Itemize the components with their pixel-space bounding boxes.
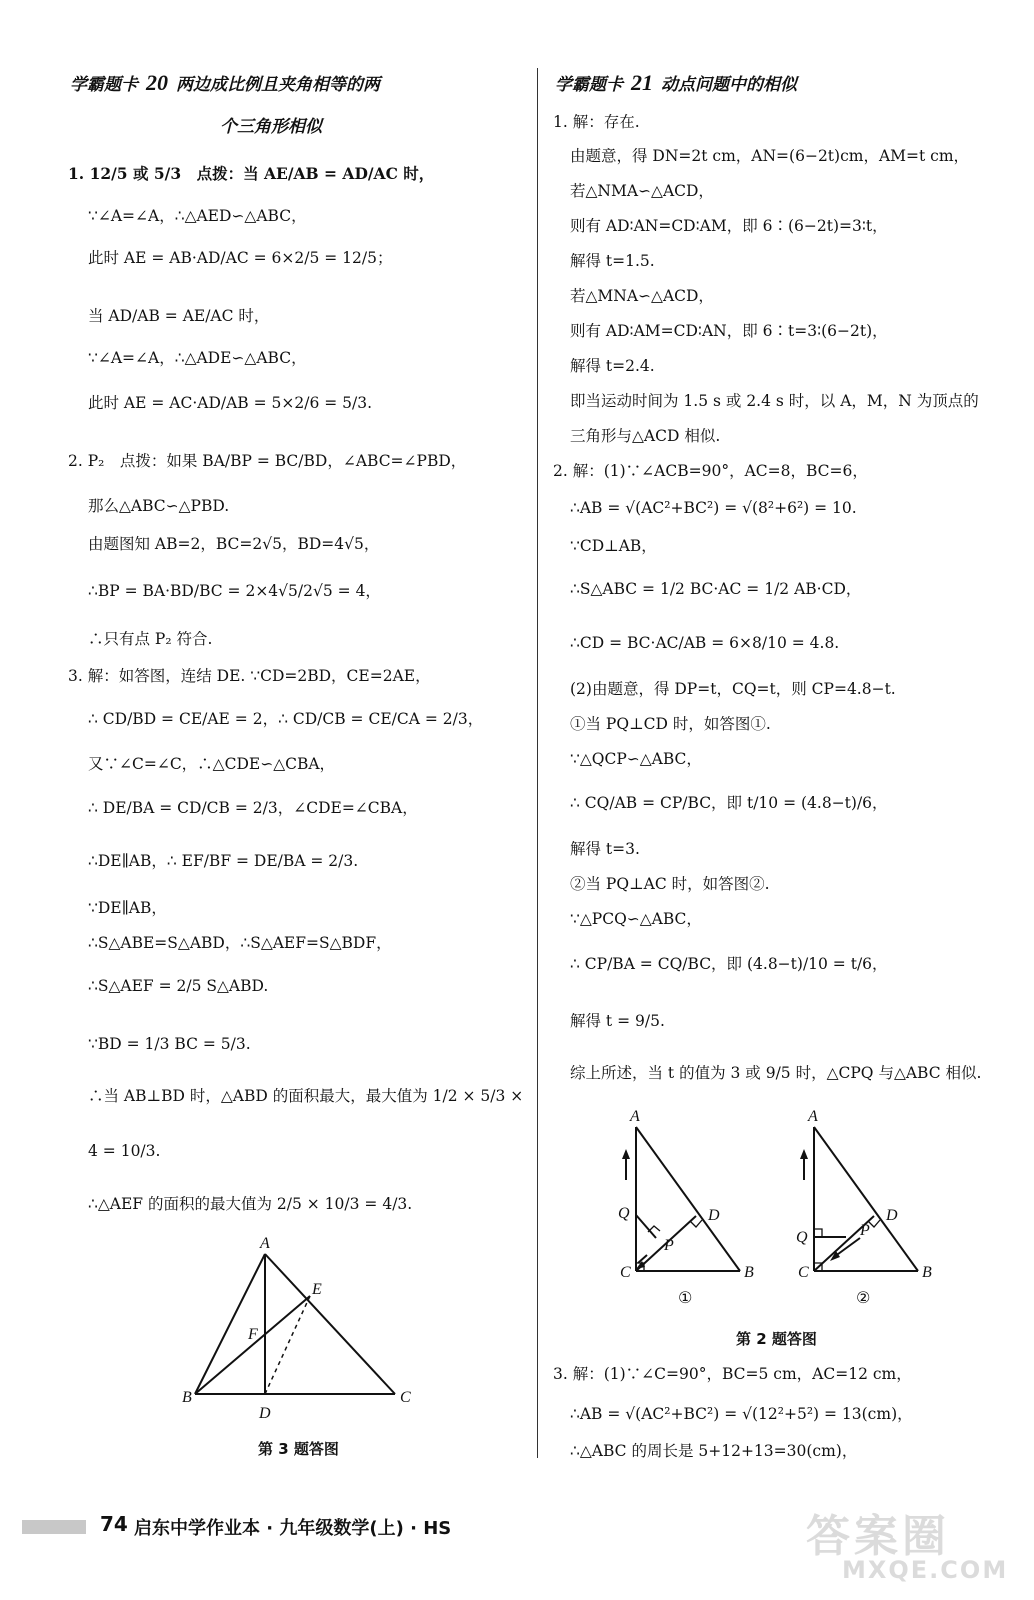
right-line-1: 1. 解：存在. bbox=[553, 113, 640, 131]
left-line-17: ∵DE∥AB， bbox=[88, 899, 167, 917]
left-line-20: ∵BD = 1/3 BC = 5/3. bbox=[88, 1035, 251, 1053]
fig3-label-a: A bbox=[260, 1236, 270, 1252]
fig2a-label-a: A bbox=[630, 1108, 640, 1125]
right-line-21: ②当 PQ⊥AC 时，如答图②. bbox=[570, 875, 770, 893]
fig2b-number: ② bbox=[856, 1288, 871, 1307]
watermark-url: MXQE.COM bbox=[842, 1556, 1009, 1584]
column-divider bbox=[537, 68, 538, 1458]
book-title: 启东中学作业本 · 九年级数学(上) · HS bbox=[134, 1518, 452, 1539]
fig2a-label-c: C bbox=[620, 1264, 631, 1281]
left-line-9: 由题图知 AB=2，BC=2√5，BD=4√5， bbox=[88, 535, 380, 553]
right-line-18: ∵△QCP∽△ABC， bbox=[570, 750, 702, 768]
left-line-21: ∴当 AB⊥BD 时，△ABD 的面积最大，最大值为 1/2 × 5/3 × bbox=[88, 1087, 524, 1105]
left-line-6: 此时 AE = AC·AD/AB = 5×2/6 = 5/3. bbox=[88, 394, 373, 412]
right-line-11: 2. 解：(1)∵∠ACB=90°，AC=8，BC=6， bbox=[553, 462, 868, 480]
fig2a-label-q: Q bbox=[618, 1205, 630, 1222]
footer-bar bbox=[22, 1520, 86, 1534]
left-card-title: 学霸题卡 20 两边成比例且夹角相等的两 bbox=[70, 70, 380, 95]
right-line-15: ∴CD = BC·AC/AB = 6×8/10 = 4.8. bbox=[570, 634, 840, 652]
left-line-13: ∴ CD/BD = CE/AE = 2，∴ CD/CB = CE/CA = 2/3， bbox=[88, 710, 484, 728]
right-line-29: ∴△ABC 的周长是 5+12+13=30(cm)， bbox=[570, 1442, 858, 1460]
right-line-16: (2)由题意，得 DP=t，CQ=t，则 CP=4.8−t. bbox=[570, 680, 896, 698]
fig2a-label-p: P bbox=[664, 1237, 674, 1254]
watermark bbox=[806, 1500, 1016, 1590]
right-line-22: ∵△PCQ∽△ABC， bbox=[570, 910, 702, 928]
fig2b-label-a: A bbox=[808, 1108, 818, 1125]
fig2b-label-q: Q bbox=[796, 1229, 808, 1246]
left-line-16: ∴DE∥AB，∴ EF/BF = DE/BA = 2/3. bbox=[88, 852, 359, 870]
watermark-main: 答案圈 bbox=[806, 1511, 950, 1562]
left-line-22: 4 = 10/3. bbox=[88, 1142, 161, 1160]
right-line-12: ∴AB = √(AC²+BC²) = √(8²+6²) = 10. bbox=[570, 499, 857, 517]
right-line-24: 解得 t = 9/5. bbox=[570, 1012, 665, 1030]
left-line-11: ∴只有点 P₂ 符合. bbox=[88, 630, 213, 648]
fig3-label-e: E bbox=[312, 1281, 322, 1298]
fig2a-number: ① bbox=[678, 1288, 693, 1307]
right-card-title: 学霸题卡 21 动点问题中的相似 bbox=[555, 70, 797, 95]
left-line-5: ∵∠A=∠A，∴△ADE∽△ABC， bbox=[88, 349, 307, 367]
fig2a-label-d: D bbox=[708, 1207, 720, 1224]
right-line-7: 则有 AD∶AM=CD∶AN，即 6∶t=3∶(6−2t)， bbox=[570, 322, 888, 340]
left-line-1: 1. 12/5 或 5/3 点拨：当 AE/AB = AD/AC 时， bbox=[68, 164, 435, 183]
left-line-2: ∵∠A=∠A，∴△AED∽△ABC， bbox=[88, 207, 307, 225]
right-line-17: ①当 PQ⊥CD 时，如答图①. bbox=[570, 715, 771, 733]
right-line-8: 解得 t=2.4. bbox=[570, 357, 655, 375]
right-line-27: 3. 解：(1)∵∠C=90°，BC=5 cm，AC=12 cm， bbox=[553, 1365, 912, 1383]
left-line-19: ∴S△AEF = 2/5 S△ABD. bbox=[88, 977, 269, 995]
right-line-4: 则有 AD∶AN=CD∶AM，即 6∶(6−2t)=3∶t， bbox=[570, 217, 888, 235]
left-card-title-line2: 个三角形相似 bbox=[220, 117, 322, 137]
fig2a-label-b: B bbox=[744, 1264, 754, 1281]
right-figure-1 bbox=[612, 1105, 772, 1310]
fig2b-label-d: D bbox=[886, 1207, 898, 1224]
left-line-18: ∴S△ABE=S△ABD，∴S△AEF=S△BDF， bbox=[88, 934, 392, 952]
left-line-8: 那么△ABC∽△PBD. bbox=[88, 497, 230, 515]
right-line-5: 解得 t=1.5. bbox=[570, 252, 655, 270]
left-line-3: 此时 AE = AB·AD/AC = 6×2/5 = 12/5； bbox=[88, 249, 393, 267]
right-line-20: 解得 t=3. bbox=[570, 840, 640, 858]
right-line-10: 三角形与△ACD 相似. bbox=[570, 427, 721, 445]
right-line-2: 由题意，得 DN=2t cm，AN=(6−2t)cm，AM=t cm， bbox=[570, 147, 970, 165]
right-line-28: ∴AB = √(AC²+BC²) = √(12²+5²) = 13(cm)， bbox=[570, 1405, 913, 1423]
right-line-23: ∴ CP/BA = CQ/BC，即 (4.8−t)/10 = t/6， bbox=[570, 955, 888, 973]
right-line-6: 若△MNA∽△ACD， bbox=[570, 287, 714, 305]
right-figure-2 bbox=[790, 1105, 950, 1310]
fig3-label-c: C bbox=[400, 1389, 411, 1406]
right-line-9: 即当运动时间为 1.5 s 或 2.4 s 时，以 A，M，N 为顶点的 bbox=[570, 392, 979, 410]
page-number: 74 bbox=[100, 1512, 128, 1536]
left-line-10: ∴BP = BA·BD/BC = 2×4√5/2√5 = 4， bbox=[88, 582, 381, 600]
fig2b-label-p: P bbox=[860, 1222, 870, 1239]
fig2b-label-b: B bbox=[922, 1264, 932, 1281]
right-line-19: ∴ CQ/AB = CP/BC，即 t/10 = (4.8−t)/6， bbox=[570, 794, 888, 812]
left-figure-triangle bbox=[170, 1236, 430, 1426]
left-line-12: 3. 解：如答图，连结 DE. ∵CD=2BD，CE=2AE， bbox=[68, 667, 431, 685]
fig2b-label-c: C bbox=[798, 1264, 809, 1281]
right-figure-caption: 第 2 题答图 bbox=[736, 1330, 817, 1348]
right-line-13: ∵CD⊥AB， bbox=[570, 537, 657, 555]
fig3-label-d: D bbox=[259, 1405, 271, 1422]
right-line-14: ∴S△ABC = 1/2 BC·AC = 1/2 AB·CD， bbox=[570, 580, 862, 598]
page-footer bbox=[22, 1512, 642, 1544]
left-figure-caption: 第 3 题答图 bbox=[258, 1440, 339, 1458]
left-line-4: 当 AD/AB = AE/AC 时， bbox=[88, 307, 270, 325]
left-line-7: 2. P₂ 点拨：如果 BA/BP = BC/BD，∠ABC=∠PBD， bbox=[68, 452, 467, 470]
fig3-label-b: B bbox=[182, 1389, 192, 1406]
fig3-label-f: F bbox=[248, 1326, 258, 1343]
left-line-15: ∴ DE/BA = CD/CB = 2/3，∠CDE=∠CBA， bbox=[88, 799, 418, 817]
right-line-3: 若△NMA∽△ACD， bbox=[570, 182, 714, 200]
right-line-25: 综上所述，当 t 的值为 3 或 9/5 时，△CPQ 与△ABC 相似. bbox=[570, 1064, 982, 1082]
left-line-14: 又∵∠C=∠C，∴△CDE∽△CBA， bbox=[88, 755, 336, 773]
left-line-23: ∴△AEF 的面积的最大值为 2/5 × 10/3 = 4/3. bbox=[88, 1195, 413, 1213]
